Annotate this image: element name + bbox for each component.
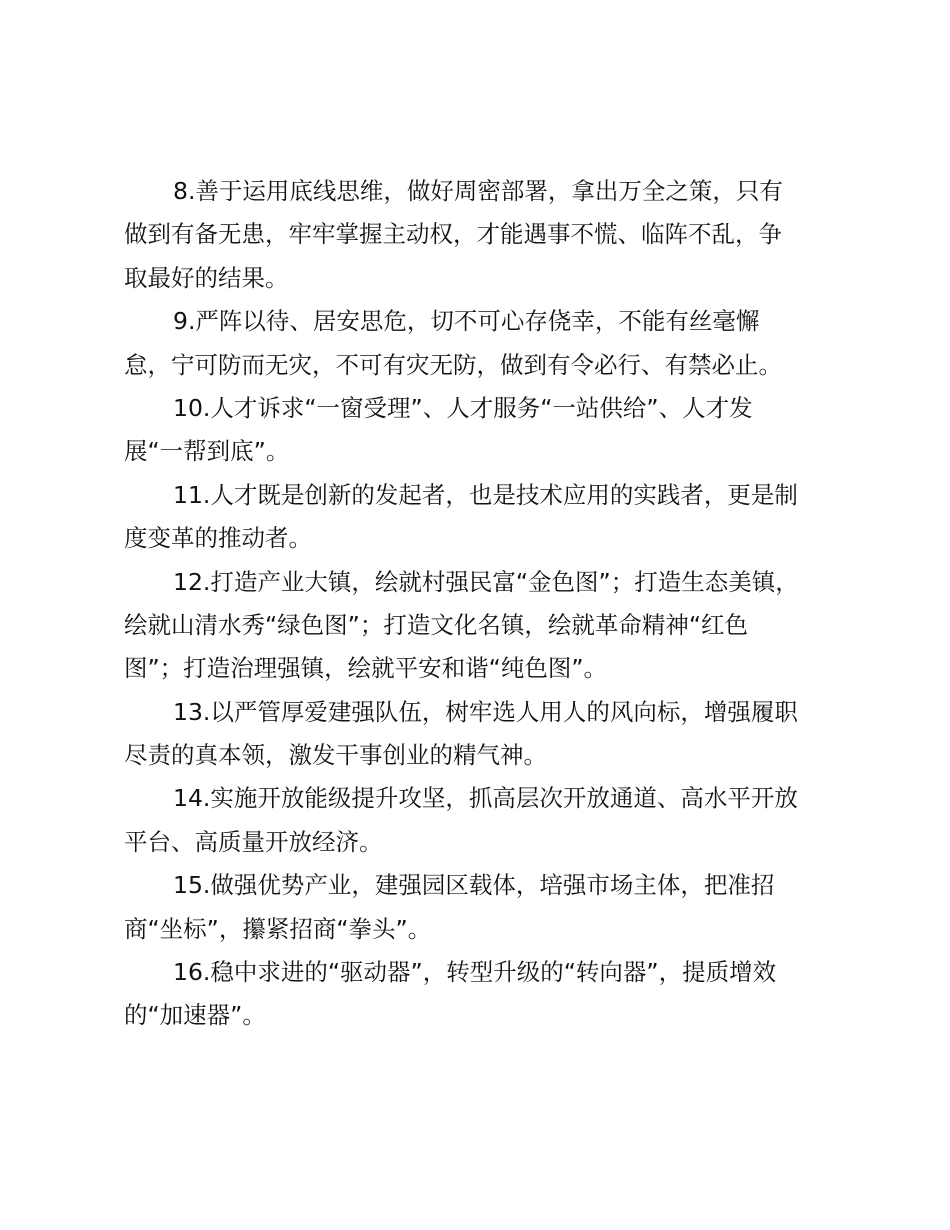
paragraph-line: 11.人才既是创新的发起者，也是技术应用的实践者，更是制 xyxy=(173,480,798,509)
paragraph-line: 做到有备无患，牢牢掌握主动权，才能遇事不慌、临阵不乱，争 xyxy=(124,220,782,249)
paragraph-line: 9.严阵以待、居安思危，切不可心存侥幸，不能有丝毫懈 xyxy=(173,307,760,336)
paragraph-9 xyxy=(124,300,836,387)
paragraph-line: 展“一帮到底”。 xyxy=(124,437,290,466)
paragraph-8 xyxy=(124,170,836,300)
paragraph-line: 取最好的结果。 xyxy=(124,263,289,292)
paragraph-13 xyxy=(124,691,836,778)
paragraph-line: 怠，宁可防而无灾，不可有灾无防，做到有令必行、有禁必止。 xyxy=(124,350,782,379)
paragraph-line: 平台、高质量开放经济。 xyxy=(124,827,383,856)
paragraph-14 xyxy=(124,777,836,864)
document-body xyxy=(124,170,836,1038)
paragraph-line: 14.实施开放能级提升攻坚，抓高层次开放通道、高水平开放 xyxy=(173,784,798,813)
paragraph-line: 15.做强优势产业，建强园区载体，培强市场主体，把准招 xyxy=(173,871,775,900)
paragraph-10 xyxy=(124,387,836,474)
paragraph-line: 度变革的推动者。 xyxy=(124,524,312,553)
paragraph-line: 商“坐标”，攥紧招商“拳头”。 xyxy=(124,914,432,943)
paragraph-line: 绘就山清水秀“绿色图”；打造文化名镇，绘就革命精神“红色 xyxy=(124,610,749,639)
paragraph-line: 8.善于运用底线思维，做好周密部署，拿出万全之策，只有 xyxy=(173,177,783,205)
paragraph-line: 16.稳中求进的“驱动器”，转型升级的“转向器”，提质增效 xyxy=(173,958,777,987)
paragraph-12 xyxy=(124,561,836,691)
paragraph-line: 的“加速器”。 xyxy=(124,1001,266,1030)
paragraph-15 xyxy=(124,864,836,951)
paragraph-16 xyxy=(124,951,836,1038)
paragraph-line: 图”；打造治理强镇，绘就平安和谐“纯色图”。 xyxy=(124,654,608,683)
paragraph-line: 10.人才诉求“一窗受理”、人才服务“一站供给”、人才发 xyxy=(173,393,753,422)
paragraph-line: 13.以严管厚爱建强队伍，树牢选人用人的风向标，增强履职 xyxy=(173,697,798,726)
paragraph-11 xyxy=(124,474,836,561)
paragraph-line: 12.打造产业大镇，绘就村强民富“金色图”；打造生态美镇， xyxy=(173,567,799,596)
paragraph-line: 尽责的真本领，激发干事创业的精气神。 xyxy=(124,741,547,770)
